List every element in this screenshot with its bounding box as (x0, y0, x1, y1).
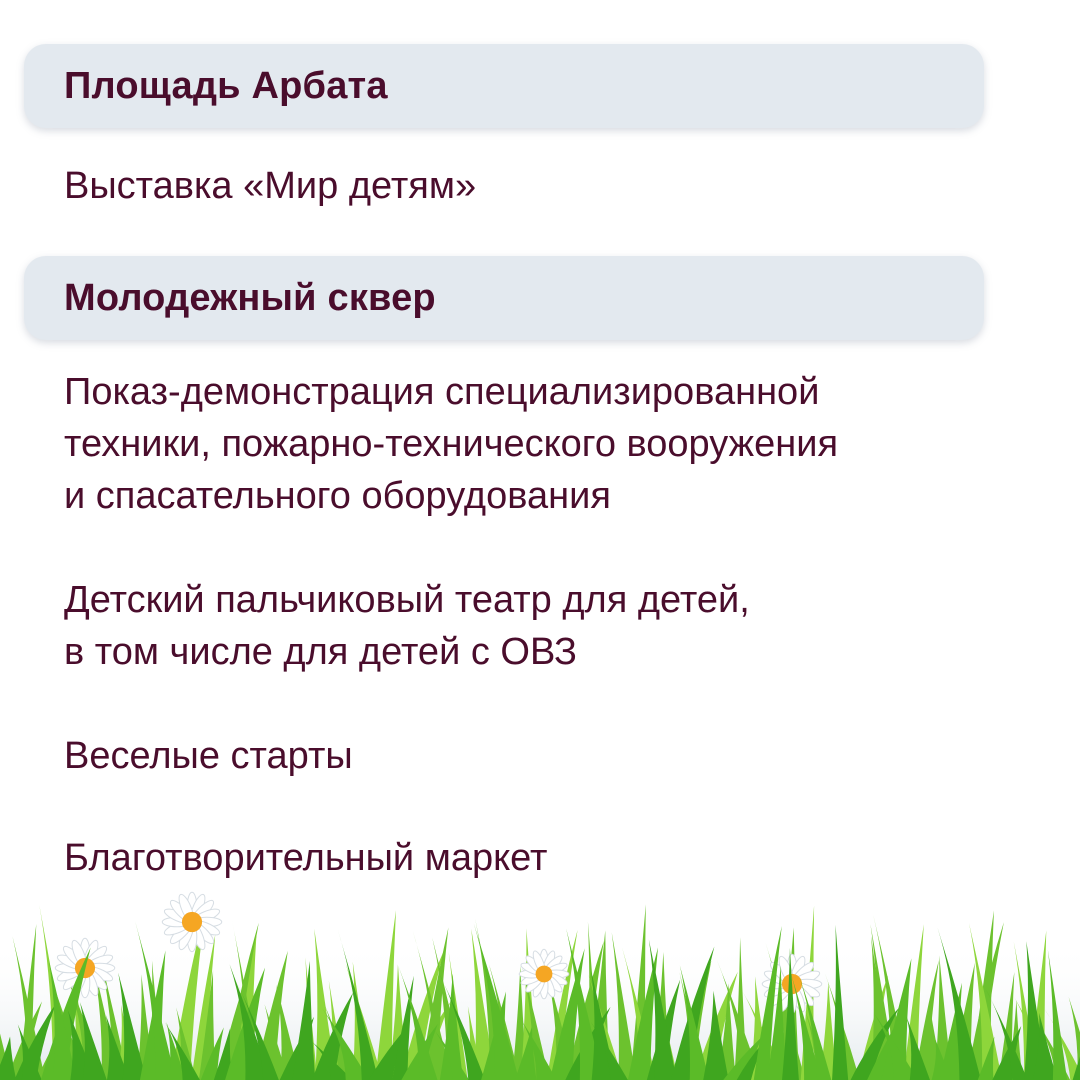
item-line: Показ-демонстрация специализированной (64, 371, 820, 413)
grass-icon (0, 880, 1080, 1080)
section-header-youth-square (24, 256, 984, 340)
section-header-arbat-square (24, 44, 984, 128)
item-line: Благотворительный маркет (64, 837, 548, 879)
list-item (64, 160, 1024, 212)
list-item (64, 730, 1024, 782)
list-item (64, 832, 1024, 884)
item-line: Выставка «Мир детям» (64, 165, 477, 207)
item-line: Детский пальчиковый театр для детей, (64, 579, 750, 621)
item-line: и спасательного оборудования (64, 475, 611, 517)
item-line: Веселые старты (64, 735, 353, 777)
section-title: Молодежный сквер (64, 276, 436, 319)
daisy-icon (162, 892, 222, 952)
item-line: техники, пожарно-технического вооружения (64, 423, 839, 465)
item-line: в том числе для детей с ОВЗ (64, 631, 577, 673)
list-item (64, 366, 1024, 522)
section-title: Площадь Арбата (64, 64, 388, 107)
list-item (64, 574, 1024, 678)
daisy-icon (519, 949, 569, 999)
